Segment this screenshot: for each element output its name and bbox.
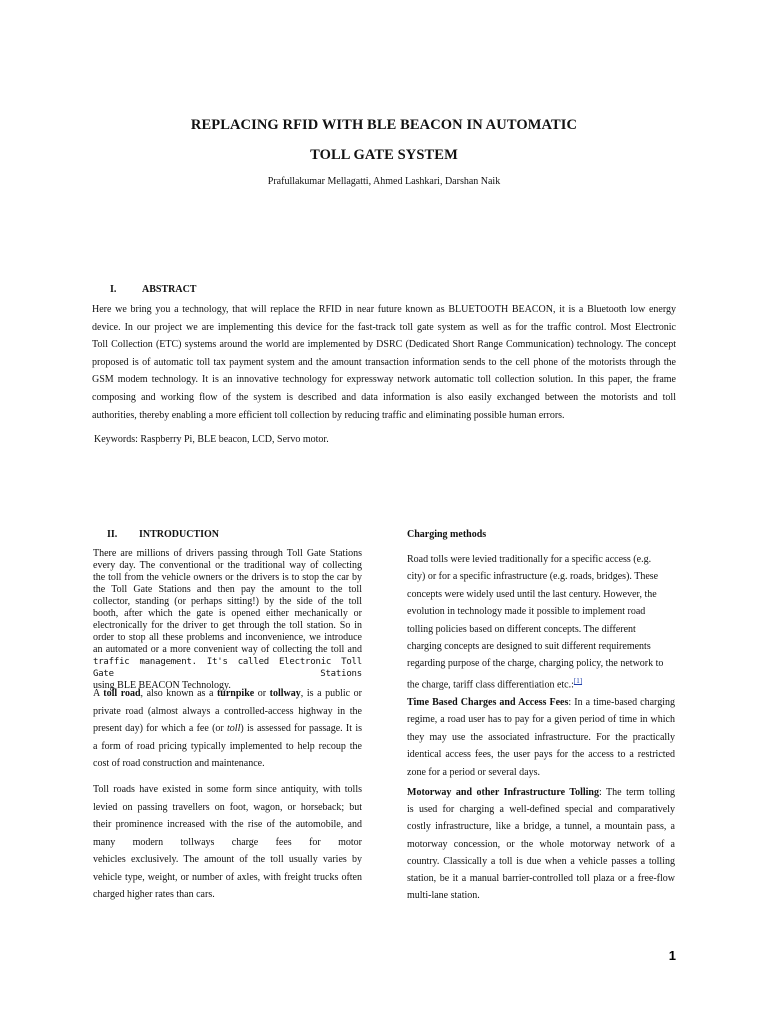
intro-line: the toll from the vehicle owners or the drivers is to stop the car by (93, 572, 362, 583)
charging-line: Time Based Charges and Access Fees: In a time-based charging (407, 697, 675, 708)
charging-line: regarding purpose of the charge, charging policy, the network to (407, 658, 664, 670)
intro-line: using BLE BEACON Technology. (93, 680, 231, 691)
charging-line: motorway concession, or the whole motorway network of a (407, 838, 675, 850)
term-turnpike: turnpike (216, 688, 255, 699)
page-number: 1 (668, 948, 676, 963)
intro-line: an automated or a more convenient way of collecting the toll and (93, 644, 362, 655)
charging-line: station, be it a manual barrier-controlled toll plaza or a free-flow (407, 873, 675, 885)
introduction-number: II. (107, 529, 118, 540)
charging-line: tolling policies based on different concepts. The different (407, 623, 636, 635)
intro-line: electronically for the driver to get through the toll station. So in (93, 620, 362, 631)
abstract-line: proposed is of automatic toll tax payment system and the amount transaction information sends to the cell phone of the motorists through the (92, 356, 676, 368)
intro-line: a form of road pricing typically implemented to help recoup the (93, 740, 362, 752)
introduction-heading-text: INTRODUCTION (139, 529, 220, 540)
intro-line: collector, standing (or perhaps sitting!) by the side of the toll (93, 596, 362, 607)
charging-line: concepts were widely used until the last century. However, the (407, 588, 657, 600)
charging-line: regime, a road user has to pay for a given period of time in which (407, 714, 675, 726)
abstract-line: authorities, thereby enabling a more efficient toll collection by reducing traffic and eliminating possible human errors. (92, 409, 565, 421)
intro-line: private road (almost always a controlled-access highway in the (93, 705, 362, 717)
charging-line: Motorway and other Infrastructure Tolling: The term tolling (407, 787, 675, 798)
abstract-heading (110, 284, 196, 295)
term-toll: toll (227, 723, 241, 734)
charging-line: city) or for a specific infrastructure (e.g. roads, bridges). These (407, 571, 659, 583)
introduction-heading (107, 529, 219, 540)
charging-methods-heading: Charging methods (407, 529, 487, 540)
introduction-paragraph-1 (93, 548, 362, 692)
intro-line: levied on passing travellers on foot, wagon, or horseback; but (93, 801, 362, 813)
abstract-line: Here we bring you a technology, that will replace the RFID in near future known as BLUETOOTH BEACON, it is a Bluetooth low energy (92, 304, 676, 315)
term-tollway: tollway (269, 688, 301, 699)
introduction-paragraph-3 (93, 781, 362, 904)
keywords: Keywords: Raspberry Pi, BLE beacon, LCD, Servo motor. (94, 434, 329, 445)
abstract-line: device. In our project we are implementing this device for the fast-track toll gate system as well as for the traffic control. Most Electronic (92, 321, 676, 333)
intro-line: the Toll Gate Stations and then pay the amount to the toll (93, 584, 362, 595)
charging-line: Road tolls were levied traditionally for a specific access (e.g. (407, 554, 652, 565)
charging-line: multi-lane station. (407, 890, 480, 902)
intro-line: vehicles exclusively. The amount of the toll usually varies by (93, 854, 362, 865)
charging-line: the charge, tariff class differentiation etc.:[1] (407, 676, 583, 691)
intro-line: every day. The conventional or the traditional way of collecting (93, 560, 362, 571)
abstract-line: composing and working flow of the system is described and data information is also easily exchanged between the motorists and toll (92, 391, 676, 403)
reference-link[interactable]: [1] (573, 676, 583, 685)
abstract-line: GSM modem technology. It is an innovative technology for expressway network automatic toll collection solution. In this paper, the frame (92, 374, 676, 386)
charging-paragraph-3 (407, 784, 675, 904)
intro-line: cost of road construction and maintenance. (93, 758, 265, 769)
intro-line: many modern tollways charge fees for motor (93, 836, 362, 848)
charging-line: country. Classically a toll is due when a vehicle passes a tolling (407, 855, 675, 867)
intro-line: their prominence increased with the rise of the automobile, and (93, 819, 362, 830)
time-based-charges-term: Time Based Charges and Access Fees (407, 697, 569, 708)
charging-line: they may use the associated infrastructure. For the practically (407, 731, 675, 743)
intro-line: charged higher rates than cars. (93, 889, 215, 900)
paper-authors: Prafullakumar Mellagatti, Ahmed Lashkari, Darshan Naik (267, 176, 501, 187)
motorway-tolling-term: Motorway and other Infrastructure Tolling (407, 787, 599, 798)
paper-title-line2: TOLL GATE SYSTEM (310, 147, 458, 163)
charging-paragraph-1 (407, 551, 675, 694)
intro-line: vehicle type, weight, or number of axles, with freight trucks often (93, 871, 362, 883)
abstract-line: Toll Collection (ETC) systems around the world are implemented by DSRC (Dedicated Short Range Communication) technology. The concept (92, 339, 676, 351)
charging-paragraph-2 (407, 694, 675, 781)
charging-line: zone for a period or several days. (407, 766, 540, 778)
abstract-number: I. (110, 284, 117, 295)
intro-line: There are millions of drivers passing through Toll Gate Stations (93, 548, 362, 559)
intro-line: order to stop all these problems and inconvenience, we introduce (93, 632, 362, 643)
abstract-heading-text: ABSTRACT (142, 284, 197, 295)
charging-line: costly infrastructure, like a bridge, a tunnel, a mountain pass, a (407, 821, 675, 833)
term-toll-road: toll road (103, 688, 141, 699)
charging-line: charging concepts are designed to suit different requirements (407, 641, 651, 653)
charging-line: evolution in technology made it possible to implement road (407, 606, 646, 618)
intro-line: booth, after which the gate is opened either mechanically or (93, 608, 362, 619)
intro-line: A toll road, also known as a turnpike or tollway, is a public or (93, 688, 362, 699)
charging-line: is used for charging a well-defined special and comparatively (407, 804, 675, 816)
intro-line: Toll roads have existed in some form since antiquity, with tolls (93, 784, 362, 795)
intro-line: traffic management. It's called Electronic Toll Gate Stations (93, 657, 362, 679)
introduction-paragraph-2 (93, 685, 362, 773)
paper-title-line1: REPLACING RFID WITH BLE BEACON IN AUTOMATIC (190, 117, 578, 133)
charging-line: identical access fees, the user pays for the access to a restricted (407, 749, 675, 761)
abstract-body (92, 301, 676, 424)
intro-line: present day) for which a fee (or toll) is assessed for passage. It is (93, 723, 362, 734)
